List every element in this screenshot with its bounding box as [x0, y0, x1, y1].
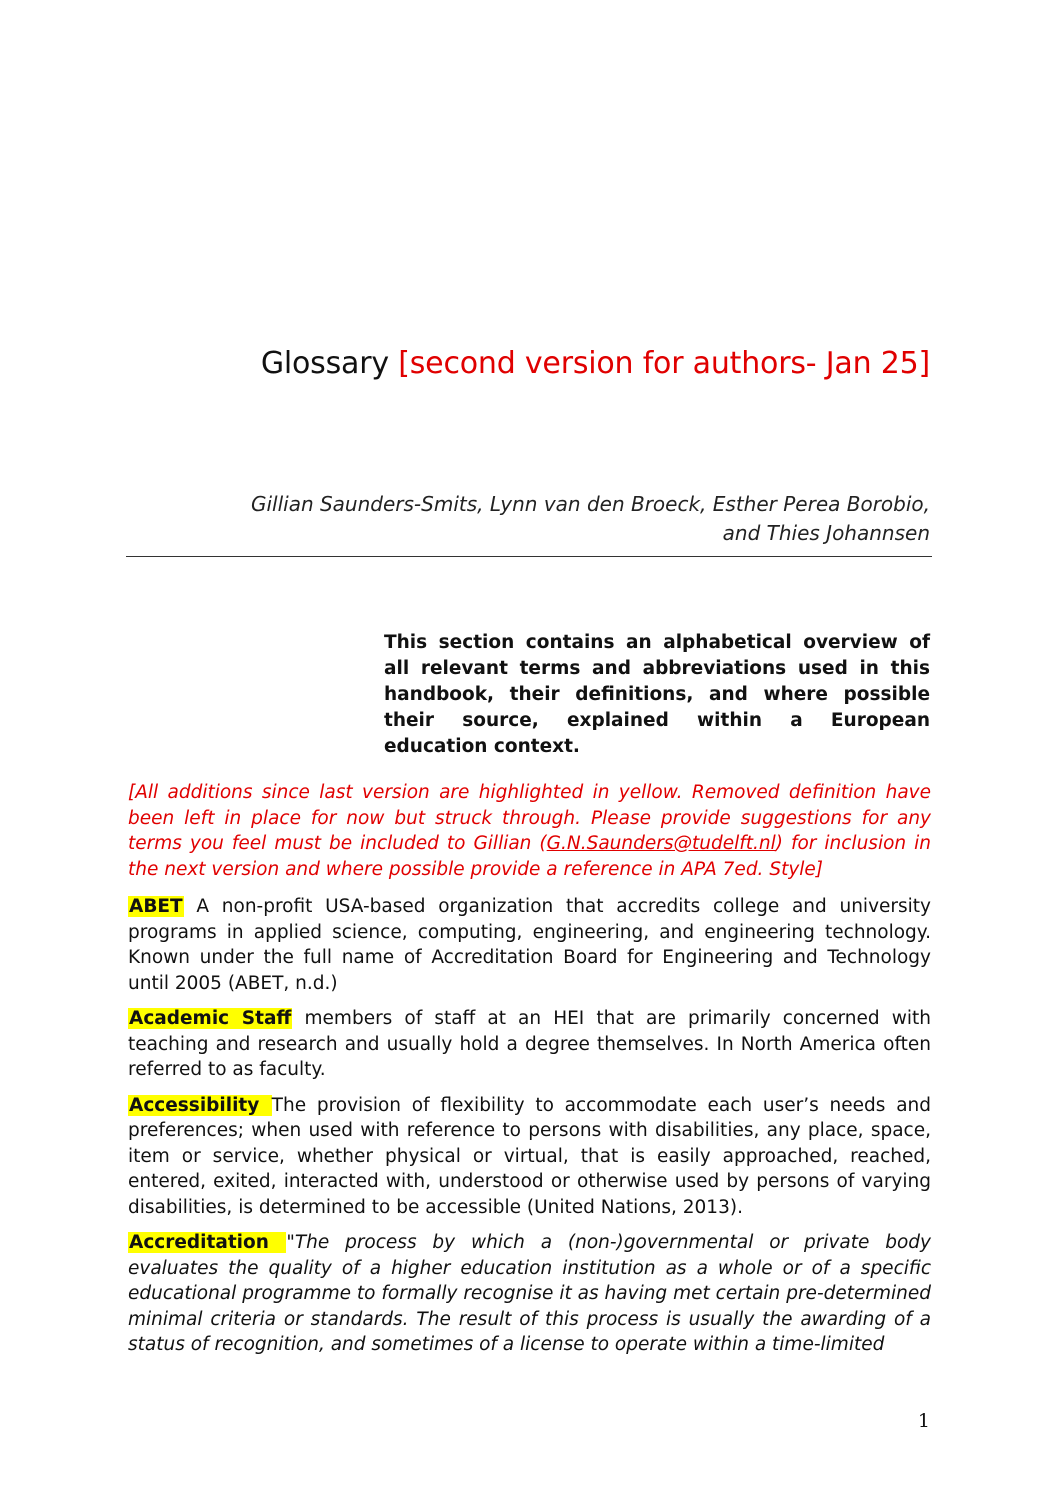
author-list: [110, 490, 930, 548]
glossary-entry-accessibility: [128, 1093, 931, 1221]
page-title: [261, 346, 930, 381]
editor-note-text-after: ) for inclusion in the next version and where possible provide a reference in APA 7ed. Style]: [128, 833, 931, 880]
editor-note-text-before: [All additions since last version are highlighted in yellow. Removed definition have been left in place for now but struck through. Please provide suggestions for any terms you feel must be included to Gillian (: [128, 782, 931, 854]
glossary-definition: members of staff at an HEI that are primarily concerned with teaching and research and usually hold a degree themselves. In North America often referred to as faculty.: [128, 1008, 931, 1080]
glossary-entry-abet: [128, 894, 931, 996]
author-line-2: and Thies Johannsen: [722, 521, 930, 545]
glossary-entries: [128, 894, 931, 1368]
glossary-term: Accessibility: [129, 1094, 271, 1116]
glossary-definition: A non-profit USA-based organization that accredits college and university programs in applied science, computing, engineering, and engineering technology. Known under the full name of Accreditation Board for Engineering and Technology until 2005 (ABET, n.d.): [128, 896, 931, 994]
glossary-definition: The provision of flexibility to accommodate each user’s needs and preferences; when used with reference to persons with disabilities, any place, space, item or service, whether physical or virtual, that is easily approached, reached, entered, exited, interacted with, understood or otherwise used by persons of varying disabilities, is determined to be accessible (United Nations, 2013).: [128, 1094, 931, 1218]
glossary-entry-accreditation: [128, 1230, 931, 1358]
editor-note: [128, 780, 931, 882]
glossary-definition: "The process by which a (non-)governmental or private body evaluates the quality of a higher education institution as a whole or of a specific educational programme to formally recognise it as having met certain pre-determined minimal criteria or standards. The result of this process is usually the awarding of a status of recognition, and sometimes of a license to operate within a time-limited: [128, 1232, 931, 1355]
glossary-term: Academic Staff: [129, 1008, 292, 1029]
title-main: Glossary: [260, 346, 389, 381]
glossary-term: Accreditation: [129, 1232, 286, 1253]
title-version-note: [second version for authors- Jan 25]: [398, 346, 930, 381]
glossary-term: ABET: [129, 896, 183, 917]
glossary-entry-academic-staff: [128, 1006, 931, 1083]
contact-email-link[interactable]: G.N.Saunders@tudelft.nl: [546, 833, 776, 854]
author-line-1: Gillian Saunders-Smits, Lynn van den Broeck, Esther Perea Borobio,: [250, 492, 930, 516]
page-number: 1: [917, 1410, 930, 1432]
section-abstract: This section contains an alphabetical overview of all relevant terms and abbreviations used in this handbook, their definitions, and where possible their source, explained within a European education context.: [384, 632, 930, 757]
title-divider: [126, 556, 932, 557]
